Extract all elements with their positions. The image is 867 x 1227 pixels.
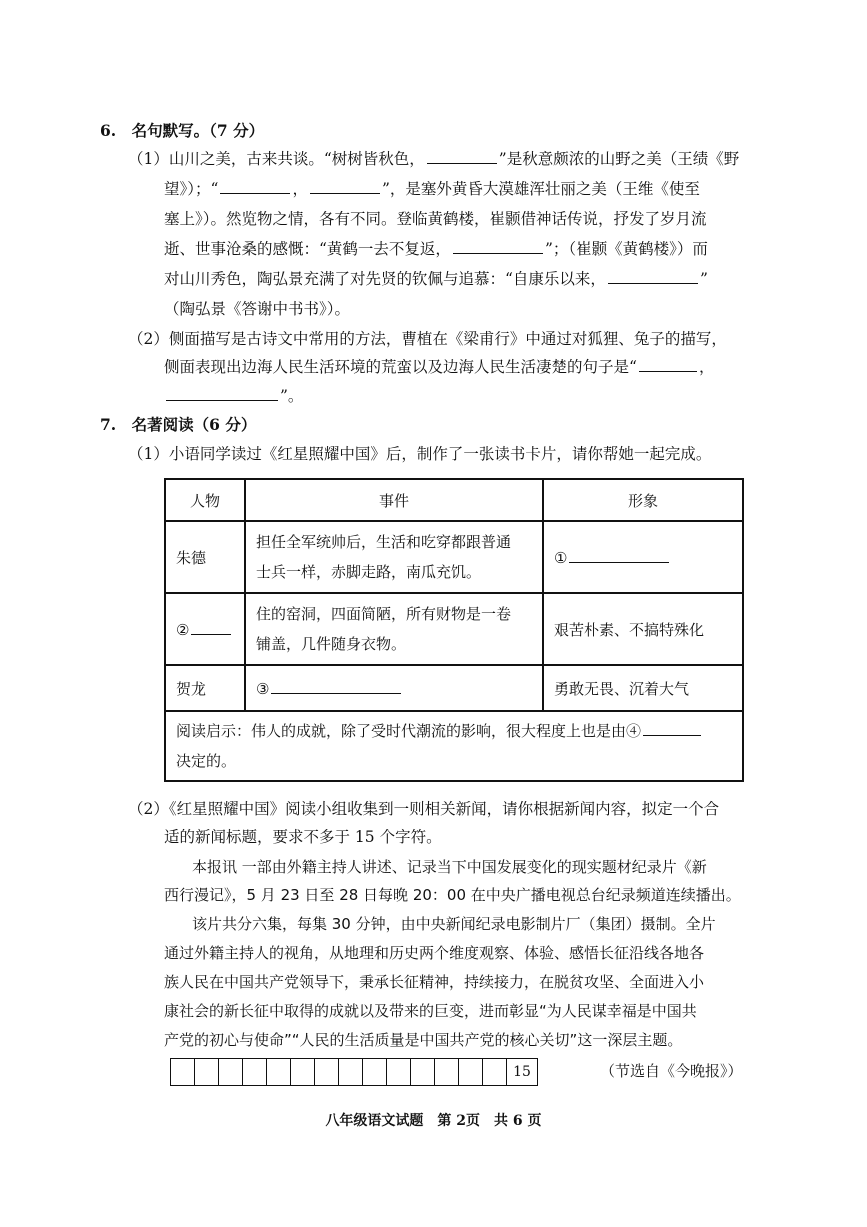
cell-image: [543, 521, 743, 593]
q6-p1-line4: [164, 238, 708, 260]
news-line: 本报讯 一部由外籍主持人讲述、记录当下中国发展变化的现实题材纪录片《新: [192, 858, 707, 876]
table-row: [165, 593, 743, 665]
q7-p2-line1: （2）《红星照耀中国》阅读小组收集到一则相关新闻，请你根据新闻内容，拟定一个合: [128, 800, 720, 818]
cell-person: 贺龙: [165, 665, 245, 711]
q6-p1-line6: （陶弘景《答谢中书书》）。: [164, 300, 351, 318]
answer-blank[interactable]: [608, 269, 698, 284]
q6-text: ，: [698, 358, 715, 376]
q6-text: ”。: [280, 387, 304, 405]
cell-event: [245, 665, 543, 711]
q7-p2-line2: 适的新闻标题，要求不多于 15 个字符。: [164, 828, 442, 846]
grid-cell[interactable]: [483, 1059, 507, 1085]
grid-cell[interactable]: [339, 1059, 363, 1085]
q6-title: 6. 名句默写。（7 分）: [100, 121, 265, 140]
event-text: 铺盖，几件随身衣物。: [256, 635, 407, 653]
event-text: 担任全军统帅后，生活和吃穿都跟普通: [256, 533, 512, 551]
answer-blank[interactable]: [220, 179, 290, 194]
q6-text: ”: [699, 270, 708, 288]
q6-text: 逝、世事沧桑的感慨：“黄鹤一去不复返，: [164, 240, 451, 258]
table-insight-row: [165, 711, 743, 781]
news-line: 产党的初心与使命”“人民的生活质量是中国共产党的核心关切”这一深层主题。: [164, 1031, 683, 1049]
q6-text: 侧面表现出边海人民生活环境的荒蛮以及边海人民生活凄楚的句子是“: [164, 358, 637, 376]
cell-person: [165, 593, 245, 665]
grid-cell[interactable]: [411, 1059, 435, 1085]
answer-blank[interactable]: [191, 620, 231, 635]
grid-cell[interactable]: [315, 1059, 339, 1085]
answer-blank[interactable]: [453, 239, 543, 254]
cell-image: 勇敢无畏、沉着大气: [543, 665, 743, 711]
q6-text: 望》）；“: [164, 180, 219, 198]
event-text: 士兵一样，赤脚走路，南瓜充饥。: [256, 563, 482, 581]
page-footer: 八年级语文试题 第 2页 共 6 页: [325, 1113, 542, 1129]
q6-text: ”是秋意颇浓的山野之美（王绩《野: [498, 150, 740, 168]
q6-text: （1）山川之美，古来共谈。“树树皆秋色，: [128, 150, 425, 168]
grid-cell[interactable]: [171, 1059, 195, 1085]
event-text: 住的窑洞，四面简陋，所有财物是一卷: [256, 605, 512, 623]
q6-p1-line5: [164, 268, 708, 290]
news-line: 通过外籍主持人的视角，从地理和历史两个维度观察、体验、感悟长征沿线各地各: [164, 944, 705, 962]
blank-marker: ①: [554, 548, 568, 567]
table-row: [165, 665, 743, 711]
blank-marker: ③: [256, 679, 270, 698]
table-header-row: [165, 479, 743, 521]
insight-text: 决定的。: [176, 752, 237, 770]
cell-event: [245, 593, 543, 665]
answer-blank[interactable]: [271, 679, 401, 694]
answer-blank[interactable]: [427, 149, 497, 164]
answer-blank[interactable]: [639, 357, 697, 372]
reading-card-table: [164, 478, 744, 782]
grid-cell[interactable]: [363, 1059, 387, 1085]
grid-cell[interactable]: [459, 1059, 483, 1085]
cell-insight: [165, 711, 743, 781]
cell-event: [245, 521, 543, 593]
grid-cell[interactable]: [291, 1059, 315, 1085]
q7-p1: （1）小语同学读过《红星照耀中国》后，制作了一张读书卡片，请你帮她一起完成。: [128, 445, 712, 463]
news-line: 康社会的新长征中取得的成就以及带来的巨变，进而彰显“为人民谋幸福是中国共: [164, 1002, 697, 1020]
grid-cell[interactable]: [435, 1059, 459, 1085]
grid-cell[interactable]: [243, 1059, 267, 1085]
q6-p1-line1: [128, 148, 739, 170]
news-source: （节选自《今晚报》）: [600, 1062, 743, 1080]
answer-grid[interactable]: [170, 1058, 538, 1086]
header-image: 形象: [543, 479, 743, 521]
grid-cell[interactable]: [219, 1059, 243, 1085]
table-row: [165, 521, 743, 593]
q7-title: 7. 名著阅读（6 分）: [100, 415, 257, 434]
news-line: 西行漫记》，5 月 23 日至 28 日每晚 20：00 在中央广播电视总台纪录频道连续播出。: [164, 886, 741, 904]
q6-text: ”，是塞外黄昏大漠雄浑壮丽之美（王维《使至: [381, 180, 700, 198]
answer-blank[interactable]: [569, 548, 669, 563]
blank-marker: ②: [176, 620, 190, 639]
q6-text: ”；（崔颢《黄鹤楼》）而: [544, 240, 708, 258]
q6-p2-line2: [164, 356, 714, 378]
grid-cell[interactable]: [267, 1059, 291, 1085]
insight-text: 阅读启示：伟人的成就，除了受时代潮流的影响，很大程度上也是由④: [176, 722, 642, 740]
answer-blank[interactable]: [643, 721, 701, 736]
answer-blank[interactable]: [166, 386, 278, 401]
grid-cell[interactable]: [387, 1059, 411, 1085]
grid-cell[interactable]: [195, 1059, 219, 1085]
news-line: 族人民在中国共产党领导下，秉承长征精神，持续接力，在脱贫攻坚、全面进入小: [164, 973, 705, 991]
q6-p1-line3: 塞上》）。然览物之情，各有不同。登临黄鹤楼，崔颢借神话传说，抒发了岁月流: [164, 210, 707, 228]
grid-count-label: 15: [513, 1064, 531, 1080]
q6-p2-line3: [164, 385, 303, 407]
q6-p2-line1: （2）侧面描写是古诗文中常用的方法，曹植在《梁甫行》中通过对狐狸、兔子的描写，: [128, 330, 727, 348]
cell-image: 艰苦朴素、不搞特殊化: [543, 593, 743, 665]
cell-person: 朱德: [165, 521, 245, 593]
q6-text: 对山川秀色，陶弘景充满了对先贤的钦佩与追慕：“自康乐以来，: [164, 270, 606, 288]
q6-p1-line2: [164, 178, 700, 200]
q6-text: ，: [292, 180, 308, 198]
header-person: 人物: [165, 479, 245, 521]
header-event: 事件: [245, 479, 543, 521]
answer-blank[interactable]: [310, 179, 380, 194]
news-line: 该片共分六集，每集 30 分钟，由中央新闻纪录电影制片厂（集团）摄制。全片: [192, 915, 716, 933]
